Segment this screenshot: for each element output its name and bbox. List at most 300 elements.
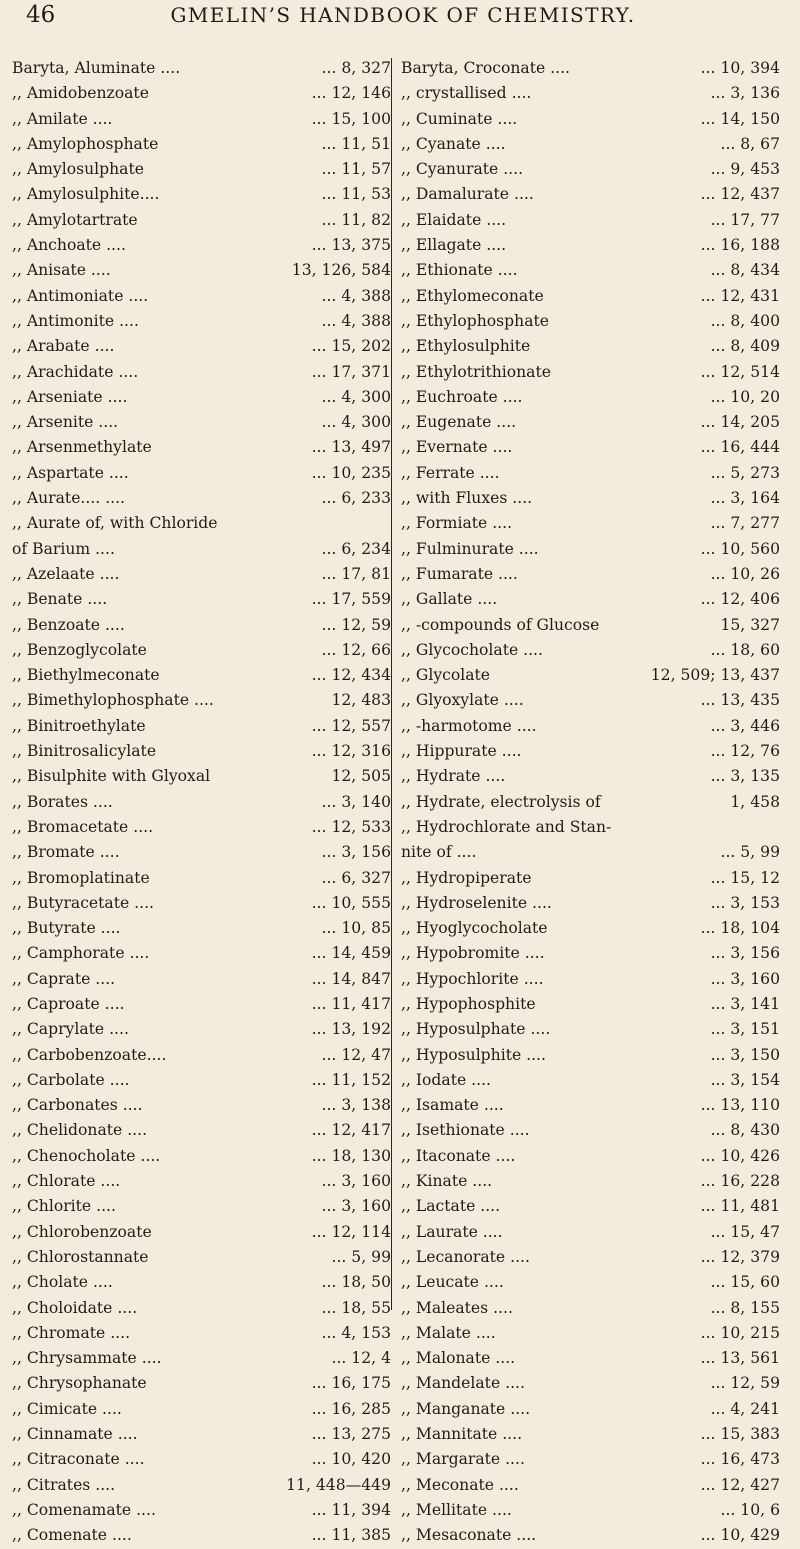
entry-reference: ... 3, 160 — [320, 1194, 391, 1219]
entry-name: ,, Iodate .... — [401, 1070, 491, 1089]
entry-name: ,, Hydrate, electrolysis of — [401, 792, 601, 811]
entry-name: ,, Carbobenzoate.... — [12, 1045, 167, 1064]
index-entry — [401, 360, 780, 385]
entry-name: ,, Caproate .... — [12, 994, 125, 1013]
index-entry — [12, 537, 391, 562]
index-entry — [12, 182, 391, 207]
index-entry — [401, 1296, 780, 1321]
column-divider — [391, 58, 392, 1310]
entry-name: ,, Malate .... — [401, 1323, 496, 1342]
index-entry — [12, 1296, 391, 1321]
entry-reference: ... 15, 202 — [310, 334, 391, 359]
entry-reference: ... 11, 394 — [310, 1498, 391, 1523]
index-entry — [401, 714, 780, 739]
entry-reference: ... 17, 559 — [310, 587, 391, 612]
entry-reference: ... 12, 4 — [329, 1346, 391, 1371]
entry-name: ,, Borates .... — [12, 792, 113, 811]
entry-reference: ... 11, 53 — [320, 182, 391, 207]
entry-name: ,, Aurate of, with Chloride — [12, 514, 218, 533]
entry-reference: ... 3, 160 — [709, 967, 780, 992]
index-entry — [401, 132, 780, 157]
entry-name: ,, Hydrochlorate and Stan- — [401, 817, 612, 836]
entry-name: ,, Maleates .... — [401, 1298, 513, 1317]
entry-reference: ... 15, 383 — [699, 1422, 780, 1447]
index-entry — [401, 840, 780, 865]
index-entry — [12, 1447, 391, 1472]
entry-reference: ... 13, 435 — [699, 688, 780, 713]
entry-reference: ... 3, 140 — [320, 790, 391, 815]
index-entry — [12, 284, 391, 309]
entry-name: ,, Bromoplatinate — [12, 868, 150, 887]
index-entry — [401, 764, 780, 789]
entry-name: ,, Cyanate .... — [401, 134, 506, 153]
entry-reference: ... 10, 426 — [699, 1144, 780, 1169]
entry-reference: ... 18, 130 — [310, 1144, 391, 1169]
entry-name: ,, Antimoniate .... — [12, 286, 149, 305]
entry-name: ,, Amylosulphite.... — [12, 185, 160, 204]
entry-reference: ... 10, 215 — [699, 1321, 780, 1346]
entry-reference: ... 3, 160 — [320, 1169, 391, 1194]
entry-name: ,, Chromate .... — [12, 1323, 131, 1342]
entry-reference: ... 11, 82 — [320, 208, 391, 233]
entry-name: ,, Chlorobenzoate — [12, 1222, 152, 1241]
entry-reference: ... 3, 154 — [709, 1068, 780, 1093]
entry-reference: ... 9, 453 — [709, 157, 780, 182]
entry-name: ,, Mannitate .... — [401, 1425, 523, 1444]
index-entry — [12, 967, 391, 992]
index-entry — [401, 916, 780, 941]
entry-reference: ... 17, 371 — [310, 360, 391, 385]
index-entry — [12, 107, 391, 132]
entry-reference: ... 4, 153 — [320, 1321, 391, 1346]
entry-name: ,, Amylosulphate — [12, 160, 144, 179]
index-entry — [401, 1194, 780, 1219]
index-entry — [401, 511, 780, 536]
entry-reference: ... 11, 152 — [310, 1068, 391, 1093]
index-entry — [401, 815, 780, 840]
entry-reference: ... 6, 234 — [320, 537, 391, 562]
entry-reference: ... 14, 205 — [699, 410, 780, 435]
index-entry — [12, 688, 391, 713]
entry-reference: ... 5, 99 — [329, 1245, 391, 1270]
entry-name: ,, Bromacetate .... — [12, 817, 154, 836]
entry-reference: ... 12, 417 — [310, 1118, 391, 1143]
index-entry — [401, 941, 780, 966]
index-entry — [12, 1346, 391, 1371]
entry-reference: ... 3, 150 — [709, 1043, 780, 1068]
entry-reference: ... 16, 285 — [310, 1397, 391, 1422]
index-entry — [401, 1523, 780, 1548]
entry-reference: ... 12, 406 — [699, 587, 780, 612]
index-entry — [12, 360, 391, 385]
entry-name: ,, Benzoglycolate — [12, 640, 147, 659]
index-entry — [401, 663, 780, 688]
entry-reference: ... 15, 12 — [709, 866, 780, 891]
index-entry — [12, 1118, 391, 1143]
entry-reference: ... 11, 417 — [310, 992, 391, 1017]
entry-reference: ... 10, 26 — [709, 562, 780, 587]
entry-name: ,, Ferrate .... — [401, 463, 500, 482]
index-entry — [401, 587, 780, 612]
entry-name: ,, Fulminurate .... — [401, 539, 539, 558]
index-entry — [12, 992, 391, 1017]
index-entry — [401, 967, 780, 992]
entry-reference: ... 13, 275 — [310, 1422, 391, 1447]
index-entry — [12, 258, 391, 283]
entry-name: ,, Benate .... — [12, 590, 108, 609]
index-entry — [12, 334, 391, 359]
entry-reference: 11, 448—449 — [284, 1473, 391, 1498]
entry-reference: ... 3, 164 — [709, 486, 780, 511]
entry-name: ,, Comenamate .... — [12, 1500, 156, 1519]
entry-name: ,, Euchroate .... — [401, 387, 523, 406]
entry-name: ,, Glycolate — [401, 666, 491, 685]
index-entry — [12, 1498, 391, 1523]
index-entry — [12, 1144, 391, 1169]
index-entry — [12, 1017, 391, 1042]
entry-name: ,, Ethylosulphite — [401, 337, 531, 356]
page-number: 46 — [26, 2, 56, 28]
entry-name: ,, Caprylate .... — [12, 1020, 129, 1039]
entry-reference: ... 13, 192 — [310, 1017, 391, 1042]
entry-name: ,, Hyposulphite .... — [401, 1045, 546, 1064]
index-entry — [401, 1422, 780, 1447]
entry-reference: ... 13, 110 — [699, 1093, 780, 1118]
entry-reference: ... 12, 76 — [709, 739, 780, 764]
entry-name: ,, Cinnamate .... — [12, 1425, 138, 1444]
index-entry — [401, 56, 780, 81]
index-entry — [401, 562, 780, 587]
entry-name: ,, Chenocholate .... — [12, 1146, 161, 1165]
entry-name: ,, Hypobromite .... — [401, 944, 545, 963]
index-entry — [12, 233, 391, 258]
index-entry — [401, 385, 780, 410]
entry-name: ,, Ethylophosphate — [401, 311, 549, 330]
entry-reference: ... 16, 188 — [699, 233, 780, 258]
index-entry — [401, 182, 780, 207]
entry-reference: ... 13, 497 — [310, 435, 391, 460]
index-entry — [401, 1043, 780, 1068]
entry-reference: ... 12, 533 — [310, 815, 391, 840]
entry-reference: ... 10, 85 — [320, 916, 391, 941]
index-entry — [401, 334, 780, 359]
entry-name: ,, Arseniate .... — [12, 387, 128, 406]
entry-name: ,, Isethionate .... — [401, 1121, 530, 1140]
entry-reference: 13, 126, 584 — [290, 258, 391, 283]
entry-name: ,, Carbonates .... — [12, 1096, 143, 1115]
index-entry — [12, 815, 391, 840]
entry-reference: ... 10, 235 — [310, 461, 391, 486]
entry-reference: ... 15, 47 — [709, 1220, 780, 1245]
entry-reference: 1, 458 — [728, 790, 780, 815]
entry-name: ,, Chlorite .... — [12, 1197, 116, 1216]
entry-reference: ... 14, 459 — [310, 941, 391, 966]
index-entry — [12, 663, 391, 688]
entry-reference: ... 8, 400 — [709, 309, 780, 334]
page-header — [26, 2, 780, 42]
entry-name: ,, Ethylotrithionate — [401, 362, 551, 381]
index-entry — [401, 1346, 780, 1371]
index-entry — [401, 1220, 780, 1245]
entry-name: ,, Elaidate .... — [401, 210, 507, 229]
index-entry — [401, 435, 780, 460]
index-entry — [401, 81, 780, 106]
index-entry — [401, 891, 780, 916]
entry-name: ,, Hydropiperate — [401, 868, 532, 887]
entry-name: ,, Manganate .... — [401, 1399, 531, 1418]
entry-reference: ... 6, 233 — [320, 486, 391, 511]
index-entry — [12, 714, 391, 739]
entry-reference: ... 10, 394 — [699, 56, 780, 81]
entry-name: ,, Cimicate .... — [12, 1399, 122, 1418]
entry-name: ,, Lecanorate .... — [401, 1247, 530, 1266]
entry-name: ,, -compounds of Glucose — [401, 615, 600, 634]
index-entry — [401, 233, 780, 258]
entry-reference: ... 12, 59 — [320, 613, 391, 638]
entry-reference: ... 12, 514 — [699, 360, 780, 385]
index-entry — [401, 461, 780, 486]
index-entry — [12, 385, 391, 410]
entry-reference: 12, 505 — [329, 764, 391, 789]
entry-name: ,, Arabate .... — [12, 337, 115, 356]
index-entry — [12, 1068, 391, 1093]
entry-name: ,, -harmotome .... — [401, 716, 537, 735]
index-entry — [12, 891, 391, 916]
entry-name: ,, Benzoate .... — [12, 615, 125, 634]
index-entry — [12, 1270, 391, 1295]
entry-name: ,, Amidobenzoate — [12, 84, 149, 103]
index-entry — [12, 790, 391, 815]
index-entry — [12, 1093, 391, 1118]
index-entry — [12, 157, 391, 182]
entry-reference: ... 4, 300 — [320, 410, 391, 435]
entry-reference: ... 12, 59 — [709, 1371, 780, 1396]
index-entry — [12, 1371, 391, 1396]
index-entry — [12, 840, 391, 865]
index-entry — [12, 410, 391, 435]
entry-name: ,, Mellitate .... — [401, 1500, 512, 1519]
index-entry — [401, 309, 780, 334]
entry-name: of Barium .... — [12, 539, 115, 558]
entry-name: ,, Damalurate .... — [401, 185, 534, 204]
index-entry — [12, 1245, 391, 1270]
entry-reference: ... 18, 50 — [320, 1270, 391, 1295]
index-entry — [401, 1447, 780, 1472]
index-entry — [12, 461, 391, 486]
entry-name: Baryta, Aluminate .... — [12, 59, 181, 77]
entry-name: ,, Arachidate .... — [12, 362, 139, 381]
entry-reference: ... 11, 385 — [310, 1523, 391, 1548]
index-entry — [401, 1118, 780, 1143]
index-entry — [401, 486, 780, 511]
entry-reference: ... 10, 560 — [699, 537, 780, 562]
index-entry — [12, 866, 391, 891]
index-entry — [12, 1473, 391, 1498]
entry-name: ,, Fumarate .... — [401, 564, 518, 583]
index-entry — [12, 208, 391, 233]
entry-name: ,, Chrysophanate — [12, 1374, 147, 1393]
entry-name: ,, Hypochlorite .... — [401, 969, 544, 988]
entry-reference: ... 12, 379 — [699, 1245, 780, 1270]
index-entry — [12, 56, 391, 81]
index-entry — [401, 208, 780, 233]
entry-name: ,, Anchoate .... — [12, 236, 126, 255]
index-entry — [401, 1270, 780, 1295]
entry-name: ,, Eugenate .... — [401, 413, 517, 432]
entry-name: ,, Ethylomeconate — [401, 286, 544, 305]
entry-name: ,, Laurate .... — [401, 1222, 503, 1241]
index-entry — [401, 1498, 780, 1523]
entry-reference: ... 11, 57 — [320, 157, 391, 182]
index-entry — [401, 1321, 780, 1346]
index-entry — [12, 764, 391, 789]
index-entry — [401, 1068, 780, 1093]
index-entry — [401, 688, 780, 713]
entry-reference: ... 3, 138 — [320, 1093, 391, 1118]
entry-name: ,, Lactate .... — [401, 1197, 501, 1216]
running-title: GMELIN’S HANDBOOK OF CHEMISTRY. — [170, 3, 636, 27]
entry-reference: ... 3, 153 — [709, 891, 780, 916]
index-entry — [401, 284, 780, 309]
entry-reference: ... 3, 156 — [320, 840, 391, 865]
entry-reference: ... 10, 6 — [718, 1498, 780, 1523]
entry-name: ,, Cyanurate .... — [401, 160, 524, 179]
index-entry — [12, 1169, 391, 1194]
entry-reference: ... 3, 135 — [709, 764, 780, 789]
index-entry — [12, 1422, 391, 1447]
index-entry — [401, 992, 780, 1017]
entry-name: ,, Chlorate .... — [12, 1172, 121, 1191]
entry-name: ,, Ethionate .... — [401, 261, 518, 280]
entry-name: ,, Comenate .... — [12, 1526, 132, 1545]
entry-reference: 12, 483 — [329, 688, 391, 713]
entry-reference: ... 18, 104 — [699, 916, 780, 941]
entry-reference: ... 12, 431 — [699, 284, 780, 309]
index-entry — [401, 739, 780, 764]
index-entry — [401, 1473, 780, 1498]
index-entry — [401, 1169, 780, 1194]
index-entry — [401, 258, 780, 283]
entry-reference: ... 5, 99 — [718, 840, 780, 865]
entry-reference: ... 3, 446 — [709, 714, 780, 739]
index-entry — [12, 1523, 391, 1548]
index-entry — [12, 587, 391, 612]
entry-name: ,, Citrates .... — [12, 1475, 116, 1494]
entry-name: ,, Amylotartrate — [12, 210, 138, 229]
entry-reference: ... 16, 228 — [699, 1169, 780, 1194]
entry-name: ,, Margarate .... — [401, 1450, 525, 1469]
entry-name: ,, Azelaate .... — [12, 564, 120, 583]
entry-name: ,, Chlorostannate — [12, 1247, 149, 1266]
entry-name: ,, Ellagate .... — [401, 236, 507, 255]
entry-reference: ... 10, 555 — [310, 891, 391, 916]
entry-reference: ... 16, 473 — [699, 1447, 780, 1472]
entry-name: ,, Hyoglycocholate — [401, 919, 548, 938]
entry-reference: ... 13, 375 — [310, 233, 391, 258]
entry-reference: ... 8, 434 — [709, 258, 780, 283]
index-entry — [12, 309, 391, 334]
entry-name: ,, Itaconate .... — [401, 1146, 516, 1165]
index-entry — [401, 1397, 780, 1422]
entry-name: ,, Mandelate .... — [401, 1374, 525, 1393]
entry-name: ,, Caprate .... — [12, 969, 116, 988]
entry-name: ,, Evernate .... — [401, 438, 513, 457]
entry-name: ,, Hyposulphate .... — [401, 1020, 551, 1039]
entry-name: ,, Amilate .... — [12, 109, 113, 128]
entry-reference: ... 8, 67 — [718, 132, 780, 157]
entry-name: ,, Camphorate .... — [12, 944, 150, 963]
entry-reference: ... 11, 51 — [320, 132, 391, 157]
entry-reference: ... 4, 388 — [320, 309, 391, 334]
entry-reference: ... 12, 316 — [310, 739, 391, 764]
entry-reference: ... 8, 155 — [709, 1296, 780, 1321]
index-entry — [401, 1093, 780, 1118]
index-entry — [12, 486, 391, 511]
index-entry — [12, 1321, 391, 1346]
index-entry — [401, 790, 780, 815]
index-entry — [401, 1371, 780, 1396]
entry-reference: ... 12, 557 — [310, 714, 391, 739]
entry-name: ,, Hypophosphite — [401, 994, 536, 1013]
index-entry — [12, 1397, 391, 1422]
index-entry — [401, 1144, 780, 1169]
entry-name: ,, Gallate .... — [401, 590, 498, 609]
entry-reference: ... 17, 81 — [320, 562, 391, 587]
entry-reference: ... 13, 561 — [699, 1346, 780, 1371]
entry-name: ,, Formiate .... — [401, 514, 513, 533]
entry-name: ,, Butyrate .... — [12, 919, 121, 938]
entry-reference: 15, 327 — [718, 613, 780, 638]
entry-reference: ... 16, 444 — [699, 435, 780, 460]
index-entry — [401, 410, 780, 435]
entry-name: ,, Leucate .... — [401, 1273, 504, 1292]
entry-name: ,, Aurate.... .... — [12, 489, 126, 508]
entry-reference: ... 12, 427 — [699, 1473, 780, 1498]
entry-name: ,, Choloidate .... — [12, 1298, 138, 1317]
index-entry — [401, 157, 780, 182]
entry-name: ,, Binitroethylate — [12, 716, 146, 735]
entry-name: ,, Chrysammate .... — [12, 1349, 162, 1368]
entry-reference: ... 4, 300 — [320, 385, 391, 410]
entry-name: ,, Hippurate .... — [401, 742, 522, 761]
entry-name: ,, Cuminate .... — [401, 109, 518, 128]
entry-name: ,, Mesaconate .... — [401, 1526, 537, 1545]
entry-reference: ... 3, 141 — [709, 992, 780, 1017]
index-entry — [12, 739, 391, 764]
entry-name: ,, Anisate .... — [12, 261, 111, 280]
entry-name: ,, Chelidonate .... — [12, 1121, 148, 1140]
entry-name: ,, Bromate .... — [12, 843, 120, 862]
index-column-left — [12, 56, 391, 1549]
entry-name: ,, crystallised .... — [401, 84, 532, 103]
entry-name: ,, Kinate .... — [401, 1172, 493, 1191]
entry-reference: ... 8, 430 — [709, 1118, 780, 1143]
entry-reference: ... 10, 20 — [709, 385, 780, 410]
index-entry — [12, 435, 391, 460]
entry-reference: ... 18, 60 — [709, 638, 780, 663]
index-entry — [12, 81, 391, 106]
entry-name: ,, with Fluxes .... — [401, 489, 533, 508]
entry-reference: ... 14, 150 — [699, 107, 780, 132]
entry-name: ,, Antimonite .... — [12, 311, 139, 330]
entry-reference: ... 10, 429 — [699, 1523, 780, 1548]
index-entry — [12, 511, 391, 536]
index-entry — [401, 638, 780, 663]
entry-reference: ... 4, 241 — [709, 1397, 780, 1422]
index-entry — [12, 1220, 391, 1245]
entry-reference: ... 3, 151 — [709, 1017, 780, 1042]
entry-reference: ... 12, 114 — [310, 1220, 391, 1245]
